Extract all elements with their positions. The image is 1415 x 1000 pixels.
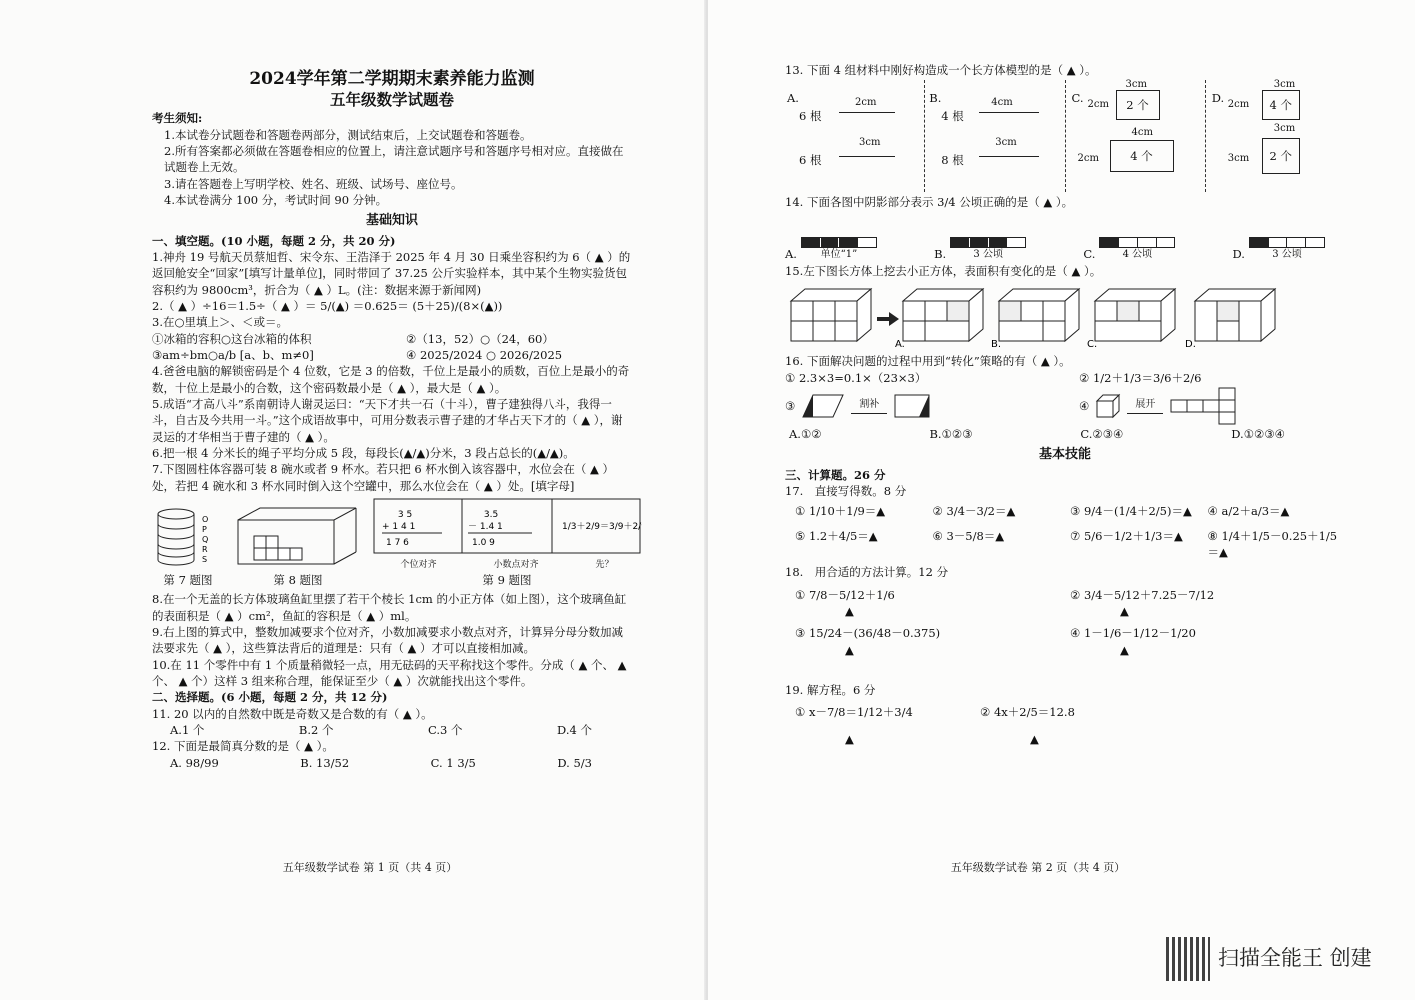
- q13-c-box2: 4 个: [1110, 140, 1174, 172]
- question-11-options: [152, 722, 632, 738]
- question-9: 9.右上图的算式中，整数加减要求个位对齐，小数加减要求小数点对齐，计算异分母分数加减法要求先（ ▲ ），这些算法背后的道理是：只有（ ▲ ）才可以直接相加减。: [152, 624, 623, 656]
- q13-c-letter: C.: [1071, 91, 1084, 106]
- question-13-options: [785, 80, 1345, 192]
- cube-icon: [1095, 393, 1121, 419]
- q18-item-4-expr: ④ 1－1/6－1/12－1/20: [1070, 626, 1196, 641]
- cyl-label-r: R: [202, 544, 208, 554]
- q14-a-bar: [801, 237, 877, 248]
- question-2: 2.（ ▲ ）÷16＝1.5÷（ ▲ ）＝ 5/(▲) ＝0.625＝ (5＋25)/(8×(▲)): [152, 298, 503, 313]
- q13-b-count2: 8 根: [941, 153, 964, 168]
- q18-item-1-expr: ① 7/8－5/12＋1/6: [795, 587, 895, 602]
- q16-option-b: B.①②③: [929, 426, 973, 441]
- q13-option-c: [1066, 80, 1206, 192]
- q13-a-letter: A.: [787, 91, 799, 106]
- q18-item-2-expr: ② 3/4－5/12＋7.25－7/12: [1070, 587, 1215, 602]
- q18-item-1: [795, 587, 1070, 620]
- question-15-figures: [785, 279, 1345, 349]
- figure-7: [152, 506, 224, 589]
- q12-option-c: C. 1 3/5: [430, 755, 476, 770]
- q17-item-3: ③ 9/4－(1/4＋2/5)＝▲: [1070, 504, 1192, 519]
- q17-item-5: ⑤ 1.2＋4/5＝▲: [795, 528, 878, 543]
- alignment-diagram: [372, 497, 642, 555]
- q13-a-len1: 2cm: [855, 97, 877, 109]
- q15-cuboid-a: [903, 289, 983, 341]
- page-1-footer: 五年级数学试卷 第 1 页（共 4 页）: [282, 861, 458, 874]
- q16-item-4: [1079, 386, 1345, 426]
- q17-item-6: ⑥ 3－5/8＝▲: [932, 528, 1005, 543]
- question-10: 10.在 11 个零件中有 1 个质量稍微轻一点，用无砝码的天平称找这个零件。分成（ ▲ 个、 ▲ 个、 ▲ 个）这样 3 组来称合理，能保证至少（ ▲ ）次就能找出这个零件。: [152, 657, 627, 688]
- cyl-label-o: O: [202, 514, 209, 524]
- q17-item-8: ⑧ 1/4＋1/5－0.25＋1/5＝▲: [1207, 528, 1338, 560]
- q18-item-4-answer: ▲: [1120, 642, 1129, 657]
- figure-9: [372, 497, 642, 588]
- question-4: 4.爸爸电脑的解锁密码是个 4 位数，它是 3 的倍数，千位上是最小的质数，百位上是最小的奇数，十位上是最小的合数，这个密码数最小是（ ▲ ），最大是（ ▲ ）。: [152, 364, 630, 395]
- part-3-heading: 三、计算题。26 分: [785, 467, 886, 482]
- cyl-label-p: P: [202, 524, 207, 534]
- notice-1: 1.本试卷分试题卷和答题卷两部分，测试结束后，上交试题卷和答题卷。: [164, 127, 532, 142]
- arrow-right-icon: [1127, 413, 1163, 414]
- question-16-options: [785, 426, 1345, 442]
- q14-d-label: 3 公顷: [1272, 249, 1302, 261]
- section-basic-knowledge: 基础知识: [365, 213, 418, 229]
- q19-item-2: [980, 704, 1165, 747]
- part-1-heading: 一、填空题。(10 小题，每题 2 分，共 20 分): [152, 233, 396, 248]
- question-14: 14. 下面各图中阴影部分表示 3/4 公顷正确的是（ ▲ ）。: [785, 195, 1074, 210]
- fig9-label-3: 先？: [595, 560, 614, 571]
- figure-8: [234, 506, 362, 589]
- q13-d-letter: D.: [1211, 91, 1225, 106]
- q16-option-c: C.②③④: [1080, 426, 1124, 441]
- question-16: 16. 下面解决问题的过程中用到“转化”策略的有（ ▲ ）。: [785, 354, 1071, 369]
- figure-7-caption: 第 7 题图: [163, 573, 213, 587]
- qr-code-icon: [1166, 937, 1210, 981]
- q14-c-letter: C.: [1083, 247, 1096, 262]
- q14-b-letter: B.: [934, 247, 947, 262]
- q19-item-1-answer: ▲: [845, 731, 854, 746]
- svg-text:1/3＋2/9＝3/9＋2/9: 1/3＋2/9＝3/9＋2/9: [562, 521, 642, 532]
- svg-text:3 5: 3 5: [386, 509, 413, 520]
- question-17: 17. 直接写得数。8 分: [785, 484, 907, 499]
- question-8: 8.在一个无盖的长方体玻璃鱼缸里摆了若干个棱长 1cm 的小正方体（如上图），这个玻璃鱼缸的表面积是（ ▲ ）cm²，鱼缸的容积是（ ▲ ）ml。: [152, 592, 627, 623]
- q11-option-c: C.3 个: [428, 722, 463, 737]
- arrow-right-icon: [877, 312, 899, 326]
- q14-c-label: 4 公顷: [1122, 249, 1153, 261]
- q18-item-1-answer: ▲: [845, 604, 854, 619]
- exam-title: 2024学年第二学期期末素养能力监测: [249, 69, 535, 89]
- cyl-label-q: Q: [202, 534, 209, 544]
- q13-a-bar1: [839, 112, 895, 113]
- q19-item-1-expr: ① x－7/8＝1/12＋3/4: [795, 705, 913, 720]
- question-12: 12. 下面是最简真分数的是（ ▲ ）。: [152, 739, 334, 754]
- question-16-row-2: [785, 386, 1345, 426]
- question-11: 11. 20 以内的自然数中既是奇数又是合数的有（ ▲ ）。: [152, 706, 433, 721]
- svg-text:+ 1 4 1: + 1 4 1: [382, 521, 416, 532]
- q14-option-d: [1233, 237, 1325, 262]
- fig9-label-2: 小数点对齐: [493, 560, 539, 571]
- cyl-label-s: S: [202, 554, 208, 564]
- q15-cuboid-c: [1095, 289, 1175, 341]
- q12-option-d: D. 5/3: [557, 755, 592, 770]
- q15-b-letter: B.: [991, 338, 1002, 349]
- q15-c-letter: C.: [1087, 338, 1098, 349]
- q16-item-4-number: ④: [1079, 398, 1090, 413]
- q16-item-1: ① 2.3×3=0.1×（23×3）: [785, 370, 927, 385]
- fish-tank-icon: [234, 506, 362, 568]
- q18-item-3-expr: ③ 15/24－(36/48－0.375): [795, 626, 941, 641]
- q14-c-bar: [1099, 237, 1175, 248]
- q12-option-a: A. 98/99: [170, 755, 219, 770]
- q18-item-3: [795, 625, 1070, 658]
- question-3-c: ③am÷bm○a/b [a、b、m≠0]: [152, 347, 314, 362]
- q13-option-b: [925, 80, 1065, 192]
- q12-option-b: B. 13/52: [300, 755, 350, 770]
- notice-heading: 考生须知:: [152, 111, 203, 126]
- question-3-b: ②（13，52）○（24，60）: [406, 331, 554, 346]
- q16-option-a: A.①②: [789, 426, 822, 441]
- q13-c-side-len2: 2cm: [1077, 153, 1099, 165]
- page-2: [708, 0, 1415, 1000]
- q16-unfold-label: 展开: [1135, 399, 1156, 411]
- scanner-watermark: 扫描全能王 创建: [1218, 946, 1372, 970]
- svg-text:－ 1.4 1: － 1.4 1: [468, 521, 503, 532]
- question-3-row-1: [152, 331, 632, 347]
- question-7: 7.下图圆柱体容器可装 8 碗水或者 9 杯水。若只把 6 杯水倒入该容器中，水位会在（ ▲ ）处，若把 4 碗水和 3 杯水同时倒入这个空罐中，那么水位会在（ ▲ ）处。[填字母]: [152, 462, 615, 493]
- q16-item-3: [785, 393, 1051, 419]
- q14-d-bar: [1249, 237, 1325, 248]
- q13-a-bar2: [839, 156, 895, 157]
- section-basic-skills: 基本技能: [1038, 447, 1091, 463]
- q13-b-count1: 4 根: [941, 109, 964, 124]
- svg-text:1 7 6: 1 7 6: [386, 537, 409, 548]
- page-2-content: [785, 62, 1345, 747]
- question-3-d: ④ 2025/2024 ○ 2026/2025: [406, 347, 563, 362]
- q11-option-d: D.4 个: [557, 722, 592, 737]
- figure-9-caption: 第 9 题图: [482, 573, 532, 587]
- question-14-options: [785, 211, 1345, 263]
- q13-d-box1: 4 个: [1262, 90, 1300, 120]
- svg-text:1.0 9: 1.0 9: [472, 537, 495, 548]
- question-15: 15.左下图长方体上挖去小正方体，表面积有变化的是（ ▲ ）。: [785, 263, 1102, 278]
- q14-d-letter: D.: [1232, 247, 1245, 262]
- cube-net-icon: [1169, 386, 1243, 426]
- question-12-options: [152, 755, 632, 771]
- q15-a-letter: A.: [895, 338, 905, 349]
- page-2-footer: 五年级数学试卷 第 2 页（共 4 页）: [950, 861, 1126, 874]
- cylinder-icon: [152, 506, 224, 568]
- exam-subtitle: 五年级数学试题卷: [329, 90, 454, 110]
- q13-c-top-len2: 4cm: [1131, 127, 1153, 139]
- q14-option-a: [785, 237, 877, 262]
- q17-item-7: ⑦ 5/6－1/2＋1/3＝▲: [1070, 528, 1183, 543]
- q13-b-len1: 4cm: [991, 97, 1013, 109]
- question-6: 6.把一根 4 分米长的绳子平均分成 5 段，每段长(▲/▲)分米，3 段占总长的(▲/▲)。: [152, 445, 575, 460]
- q14-option-b: [934, 237, 1026, 262]
- q17-item-2: ② 3/4－3/2＝▲: [932, 504, 1016, 519]
- question-17-items: [785, 503, 1345, 560]
- q13-b-bar2: [979, 156, 1039, 157]
- q13-a-count1: 6 根: [799, 109, 822, 124]
- q13-a-len2: 3cm: [859, 137, 881, 149]
- q14-a-letter: A.: [785, 247, 797, 262]
- question-18: 18. 用合适的方法计算。12 分: [785, 565, 949, 580]
- q11-option-b: B.2 个: [298, 722, 334, 737]
- q13-c-top-len: 3cm: [1125, 79, 1147, 91]
- q19-item-2-expr: ② 4x＋2/5＝12.8: [980, 705, 1075, 720]
- question-19-items: [785, 704, 1345, 747]
- svg-text:3.5: 3.5: [472, 509, 499, 520]
- question-13: 13. 下面 4 组材料中刚好构造成一个长方体模型的是（ ▲ ）。: [785, 63, 1097, 77]
- q14-a-label: 单位“1”: [820, 249, 858, 261]
- q14-option-c: [1083, 237, 1175, 262]
- question-3: 3.在○里填上＞、＜或＝。: [152, 315, 289, 330]
- notice-4: 4.本试卷满分 100 分，考试时间 90 分钟。: [164, 192, 388, 207]
- q14-b-bar: [950, 237, 1026, 248]
- question-3-row-2: [152, 347, 632, 363]
- question-16-row-1: [785, 370, 1345, 386]
- q19-item-2-answer: ▲: [1030, 731, 1039, 746]
- q17-item-4: ④ a/2＋a/3＝▲: [1207, 504, 1290, 519]
- q18-item-3-answer: ▲: [845, 642, 854, 657]
- q17-item-1: ① 1/10＋1/9＝▲: [795, 504, 886, 519]
- q15-cuboid-b: [999, 289, 1079, 341]
- page-1: [0, 0, 707, 1000]
- figure-8-caption: 第 8 题图: [273, 573, 323, 587]
- q18-item-4: [1070, 625, 1345, 658]
- question-3-a: ①冰箱的容积○这台冰箱的体积: [152, 331, 312, 346]
- question-1: 1.神舟 19 号航天员蔡旭哲、宋令东、王浩泽于 2025 年 4 月 30 日乘坐容积约为 6（ ▲ ）的返回舱安全“回家”[填写计量单位]，同时带回了 37.25 公斤实验样本，其中某个生物实验货包容积约为 9800cm³，折合为（ ▲ ）L。(注：数据来源于新闻网): [152, 249, 631, 297]
- q16-item-2: ② 1/2＋1/3＝3/6＋2/6: [1079, 370, 1202, 385]
- q18-item-2: [1070, 587, 1345, 620]
- q13-b-bar1: [979, 112, 1039, 113]
- q13-option-d: [1206, 80, 1345, 192]
- notice-3: 3.请在答题卷上写明学校、姓名、班级、试场号、座位号。: [164, 176, 463, 191]
- q13-c-side-len: 2cm: [1087, 99, 1109, 111]
- arrow-right-icon: [851, 413, 887, 414]
- q13-option-a: [785, 80, 925, 192]
- figures-7-8-9: [152, 497, 642, 588]
- q13-d-top-len2: 3cm: [1273, 123, 1296, 135]
- q14-b-label: 3 公顷: [973, 249, 1003, 261]
- question-19: 19. 解方程。6 分: [785, 683, 876, 698]
- q13-b-len2: 3cm: [995, 137, 1017, 149]
- figure-9-labels: [372, 559, 642, 572]
- notice-2: 2.所有答案都必须做在答题卷相应的位置上，请注意试题序号和答题序号相对应。直接做在试题卷上无效。: [164, 143, 624, 175]
- parallelogram-icon: [801, 393, 845, 419]
- q15-original-cuboid: [791, 289, 871, 341]
- page-1-content: [152, 68, 642, 771]
- q11-option-a: A.1 个: [170, 722, 205, 737]
- question-18-items: [785, 587, 1345, 658]
- part-2-heading: 二、选择题。(6 小题，每题 2 分，共 12 分): [152, 690, 388, 705]
- q16-option-d: D.①②③④: [1231, 426, 1285, 441]
- q16-cut-label: 割补: [859, 399, 880, 411]
- q13-d-side-len: 2cm: [1227, 99, 1250, 111]
- q15-cuboid-d: [1195, 289, 1275, 341]
- q13-d-top-len: 3cm: [1273, 79, 1296, 91]
- q13-c-box1: 2 个: [1116, 90, 1160, 120]
- fig9-label-1: 个位对齐: [400, 560, 437, 571]
- q13-d-side-len2: 3cm: [1227, 153, 1250, 165]
- q13-a-count2: 6 根: [799, 153, 822, 168]
- rectangle-icon: [893, 393, 933, 419]
- q19-item-1: [795, 704, 980, 747]
- question-5: 5.成语“才高八斗”系南朝诗人谢灵运曰：“天下才共一石（十斗），曹子建独得八斗，我得一斗，自古及今共用一斗。”这个成语故事中，可用分数表示曹子建的才华占天下才的（ ▲ ），谢灵运的才华相当于曹子建的（ ▲ ）。: [152, 396, 623, 444]
- q15-d-letter: D.: [1185, 338, 1196, 349]
- q13-b-letter: B.: [929, 91, 942, 106]
- q13-d-box2: 2 个: [1262, 138, 1300, 174]
- q16-item-3-number: ③: [785, 398, 796, 413]
- q18-item-2-answer: ▲: [1120, 604, 1129, 619]
